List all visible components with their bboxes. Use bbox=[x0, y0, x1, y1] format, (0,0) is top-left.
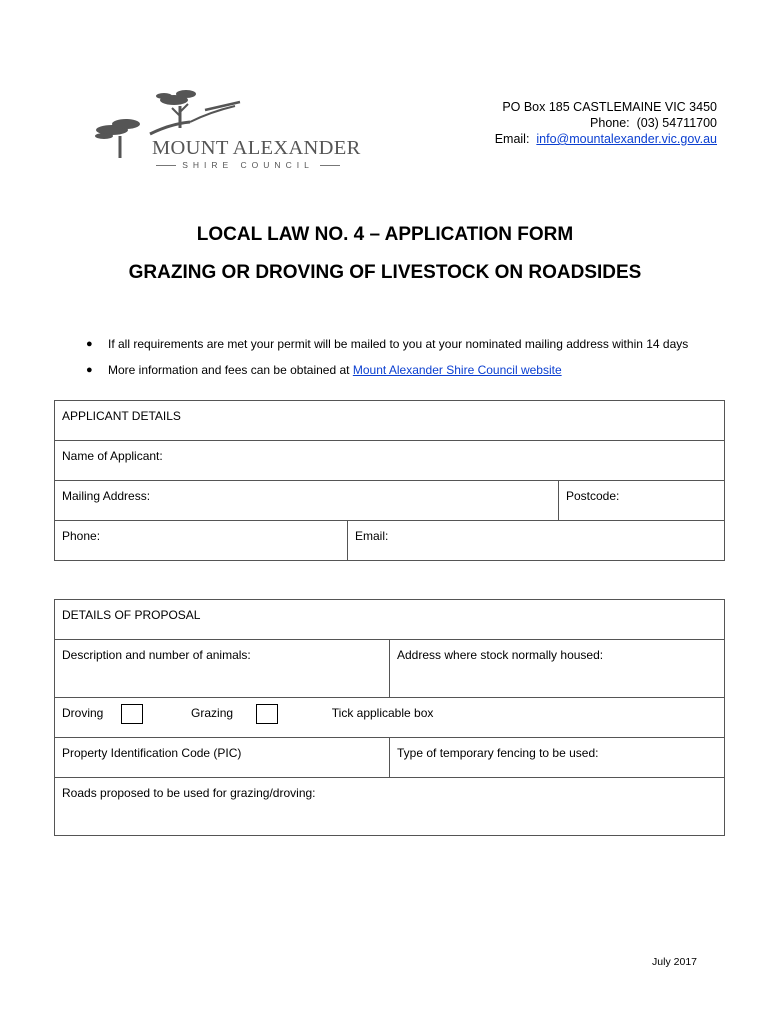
contact-phone bbox=[495, 115, 717, 131]
postcode-field[interactable]: Postcode: bbox=[559, 481, 725, 521]
logo-subtitle-text: SHIRE COUNCIL bbox=[182, 160, 314, 170]
applicant-name-field[interactable]: Name of Applicant: bbox=[55, 441, 725, 481]
bullet-item bbox=[80, 363, 688, 389]
logo-subtitle bbox=[150, 160, 346, 170]
bullet-item bbox=[80, 337, 688, 363]
phone-field[interactable]: Phone: bbox=[55, 521, 348, 561]
animals-description-field[interactable]: Description and number of animals: bbox=[55, 640, 390, 698]
bullet-text: If all requirements are met your permit will be mailed to you at your nominated mailing address within 14 days bbox=[108, 337, 689, 351]
phone-value: (03) 54711700 bbox=[636, 116, 717, 130]
logo-council-name: MOUNT ALEXANDER bbox=[152, 137, 361, 159]
stock-housed-address-field[interactable]: Address where stock normally housed: bbox=[390, 640, 725, 698]
droving-label: Droving bbox=[62, 706, 104, 721]
mailing-address-field[interactable]: Mailing Address: bbox=[55, 481, 559, 521]
email-label: Email: bbox=[494, 132, 530, 146]
applicant-details-table bbox=[54, 400, 725, 561]
footer-date: July 2017 bbox=[652, 956, 697, 968]
roads-proposed-field[interactable]: Roads proposed to be used for grazing/droving: bbox=[55, 778, 725, 836]
contact-block bbox=[495, 99, 717, 147]
email-field[interactable]: Email: bbox=[348, 521, 725, 561]
form-title: LOCAL LAW NO. 4 – APPLICATION FORM bbox=[196, 224, 574, 245]
type-selection-row bbox=[55, 698, 725, 738]
bullet-dot-icon: ● bbox=[86, 338, 93, 350]
bullet-dot-icon: ● bbox=[86, 364, 93, 376]
bullet-text: More information and fees can be obtained at bbox=[108, 363, 350, 377]
applicant-heading: APPLICANT DETAILS bbox=[55, 401, 725, 441]
contact-email bbox=[495, 131, 717, 147]
phone-label: Phone: bbox=[590, 116, 630, 130]
email-link[interactable]: info@mountalexander.vic.gov.au bbox=[536, 132, 717, 146]
droving-checkbox[interactable] bbox=[121, 704, 143, 724]
form-subtitle: GRAZING OR DROVING OF LIVESTOCK ON ROADSIDES bbox=[128, 262, 642, 283]
council-website-link[interactable]: Mount Alexander Shire Council website bbox=[352, 363, 562, 377]
grazing-label: Grazing bbox=[191, 706, 234, 721]
proposal-heading: DETAILS OF PROPOSAL bbox=[55, 600, 725, 640]
contact-address: PO Box 185 CASTLEMAINE VIC 3450 bbox=[502, 100, 717, 114]
proposal-details-table bbox=[54, 599, 725, 836]
pic-field[interactable]: Property Identification Code (PIC) bbox=[55, 738, 390, 778]
grazing-checkbox[interactable] bbox=[256, 704, 278, 724]
info-bullets bbox=[80, 337, 688, 389]
tick-instruction: Tick applicable box bbox=[331, 706, 434, 721]
fencing-type-field[interactable]: Type of temporary fencing to be used: bbox=[390, 738, 725, 778]
